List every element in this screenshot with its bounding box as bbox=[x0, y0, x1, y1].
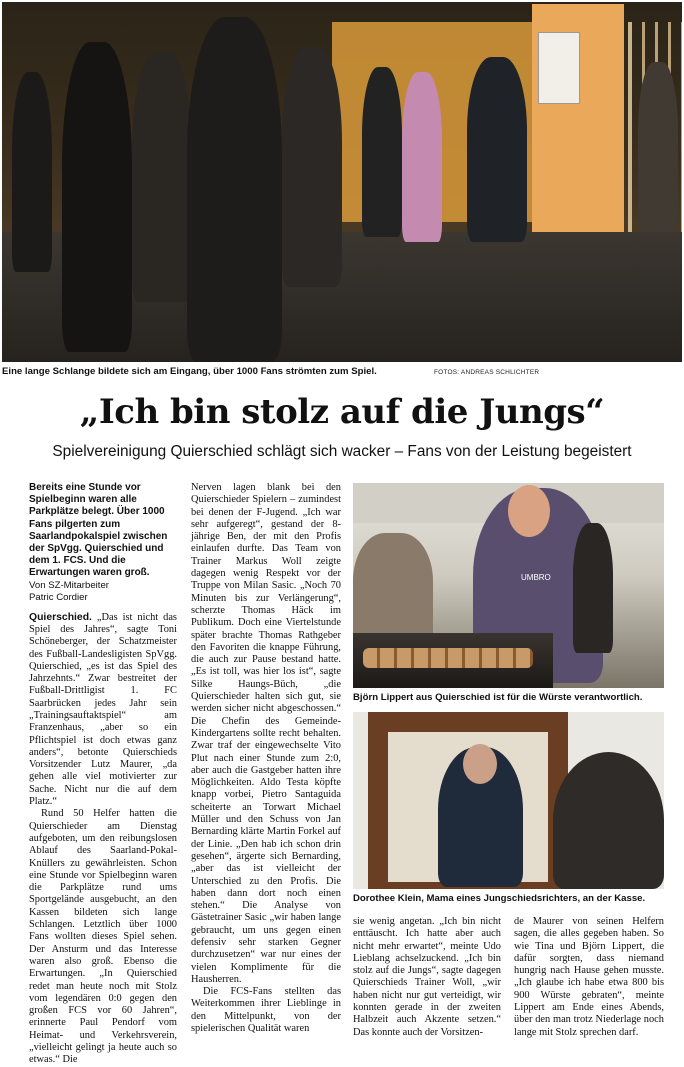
paragraph: Die FCS-Fans stellten das Weiterkommen ihrer Lieblinge in den Mittelpunkt, von der spielerischen Qualität waren bbox=[191, 986, 341, 1035]
fan-figure bbox=[62, 42, 132, 352]
fan-figure bbox=[638, 62, 678, 232]
paragraph: de Maurer von seinen Helfern sagen, die alles gegeben haben. So wie Tina und Björn Lippert, die dafür sorgten, dass niemand hungrig nach Hause gehen musste. „Ich glaube ich habe etwa 800 bis 900 Würste gebraten“, meinte Lippert am Ende eines Abends, über den man trotz Niederlage noch lange mit Stolz sprechen darf. bbox=[514, 916, 664, 1038]
customer-head bbox=[553, 752, 664, 889]
article-column-1 bbox=[29, 482, 177, 1067]
fan-figure bbox=[402, 72, 442, 242]
top-photo bbox=[2, 2, 682, 362]
article-column-4 bbox=[514, 916, 664, 1039]
low-photo-caption: Dorothee Klein, Mama eines Jungschiedsrichters, an der Kasse. bbox=[353, 893, 646, 904]
entrance-sign bbox=[538, 32, 580, 104]
sausages bbox=[363, 648, 533, 668]
top-photo-caption: Eine lange Schlange bildete sich am Eingang, über 1000 Fans strömten zum Spiel. bbox=[2, 366, 377, 377]
paragraph: Rund 50 Helfer hatten die Quierschieder am Dienstag aufgeboten, um den reibungslosen Ablauf des Saarland-Pokal-Knüllers zu gewährleisten. Schon eine Stunde vor Spielbeginn waren die Parkplätze rund ums Sportgelände ausgebucht, an den Kassen bildeten sich lange Schlangen. Letztlich über 1000 Fans wollten dieses Spiel sehen. Der Ansturm und das Interesse waren also groß. Ebenso die Erwartungen. „In Quierschied redet man heute noch mit Stolz vom legendären 0:0 gegen den großen FCS vor 60 Jahren“, erinnerte Paul Pendorf vom Heimat- und Verkehrsverein, „vielleicht gelingt ja heute auch so etwas.“ Die bbox=[29, 808, 177, 1066]
paragraph: Nerven lagen blank bei den Quierschieder Spielern – zumindest bei denen der F-Jugend. „Ich war sehr aufgeregt“, gestand der 8-jährige Ben, der mit den Profis einlaufen durfte. Das Team von Trainer Markus Woll zeigte dagegen wenig Respekt vor der Truppe von Milan Sasic. „Noch 70 Minuten bis zur Verlängerung“, scherzte Thomas Häck im Publikum. Doch eine Viertelstunde später brachte Thomas Rathgeber den Favoriten die knappe Führung, die auch zur Pause bestand hatte. „Es ist toll, was hier los ist“, sagte Silke Haungs-Büch, „die Quierschieder halten sich gut, sie werden sicher nicht abgeschossen.“ Die Chefin des Gemeinde-Kindergartens sollte recht behalten. Zwar traf der eingewechselte Vito Plut nach einer Stunde zum 2:0, aber auch die Gastgeber hatten ihre Möglichkeiten. Aldo Testa köpfte knapp vorbei, Pietro Santaguida scheiterte an Torwart Michael Müller und den Schuss von Jan Bernarding klärte Martin Forkel auf der Linie. „Den hab ich schon drin gesehen“, ärgerte sich Bernarding, „aber das ist vielleicht der Unterschied zu den Profis. Die haben dann dort noch einen stehen.“ Die Analyse von Gästetrainer Sasic „wir haben lange gebraucht, um uns gegen einen defensiv sehr starken Gegner durchzusetzen“ war nur eines der vielen Komplimente für die Hausherren. bbox=[191, 482, 341, 985]
article-column-3 bbox=[353, 916, 501, 1039]
article-column-2 bbox=[191, 482, 341, 1035]
fan-figure bbox=[187, 17, 282, 362]
fan-figure bbox=[132, 52, 192, 302]
fan-figure bbox=[467, 57, 527, 242]
paragraph: „Das ist nicht das Spiel des Jahres“, sagte Toni Schöneberger, der Schatzmeister des Fußball-Landesligisten SpVgg. Quierschied, „es ist das Spiel des Jahrzehnts.“ Zwar bestreitet der Fußball-Drittligist 1. FC Saarbrücken jedes Jahr sein „Trainingsauftaktspiel“ am Franzenhaus, „aber so ein Pflichtspiel ist doch etwas ganz anders“, betonte Quierschieds Vorsitzender Lutz Maurer, „da gehen alle viel motivierter zur Sache. Nicht nur die auf dem Platz.“ bbox=[29, 611, 177, 808]
subheadline: Spielvereinigung Quierschied schlägt sich wacker – Fans von der Leistung begeistert bbox=[52, 443, 632, 460]
byline-role: Von SZ-Mitarbeiter bbox=[29, 579, 109, 591]
fan-figure bbox=[282, 47, 342, 287]
article-lead: Bereits eine Stunde vor Spielbeginn waren alle Parkplätze belegt. Über 1000 Fans pilgerten zum Saarlandpokalspiel zwischen der SpVgg. Quierschied und dem 1. FCS. Und die Erwartungen waren groß. bbox=[29, 482, 168, 579]
fan-figure bbox=[362, 67, 402, 237]
vendor-head bbox=[508, 485, 550, 537]
sausage-stand-photo bbox=[353, 483, 664, 688]
paragraph: sie wenig angetan. „Ich bin nicht enttäuscht. Ich hatte aber auch nicht mehr erwartet“, meinte Udo Lieblang achselzuckend. „Ich bin stolz auf die Jungs“, sagte dagegen Quierschieds Trainer Woll, „wir haben nicht nur gut verteidigt, wir konnten gerade in der zweiten Halbzeit auch Akzente setzen.“ Das konnte auch der Vorsitzen- bbox=[353, 916, 501, 1038]
headline: „Ich bin stolz auf die Jungs“ bbox=[79, 392, 605, 432]
woman-figure bbox=[573, 523, 613, 653]
byline-author: Patric Cordier bbox=[29, 591, 88, 603]
dateline: Quierschied. bbox=[29, 611, 92, 623]
mid-photo-caption: Björn Lippert aus Quierschied ist für die Würste verantwortlich. bbox=[353, 692, 643, 703]
photo-credit: FOTOS: ANDREAS SCHLICHTER bbox=[434, 369, 540, 376]
cashier-face bbox=[463, 744, 497, 784]
shirt-logo: UMBRO bbox=[521, 573, 551, 582]
ticket-booth-photo bbox=[353, 712, 664, 889]
fan-figure bbox=[12, 72, 52, 272]
